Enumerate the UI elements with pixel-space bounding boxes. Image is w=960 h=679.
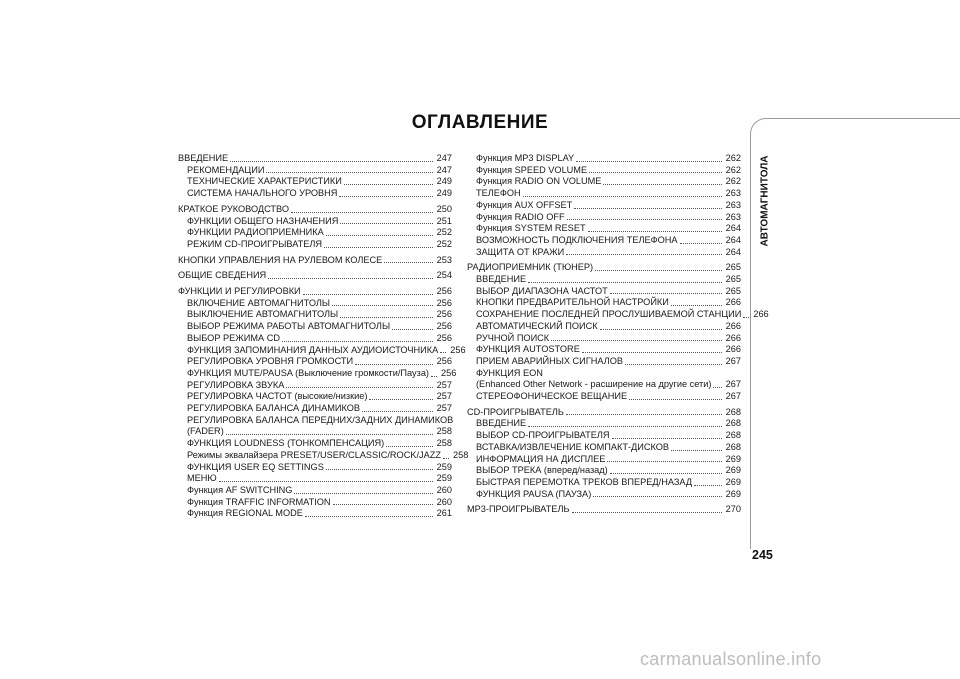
toc-entry-title: СТЕРЕОФОНИЧЕСКОЕ ВЕЩАНИЕ (476, 391, 628, 402)
toc-entry-title: РЕГУЛИРОВКА ЗВУКА (187, 379, 285, 390)
toc-leader-dots (572, 512, 722, 513)
toc-entry[interactable] (178, 286, 452, 298)
toc-entry-page: 268 (725, 430, 741, 441)
toc-entry-page: 264 (725, 234, 741, 245)
chapter-tab-frame (750, 118, 960, 549)
toc-leader-dots (362, 411, 433, 412)
toc-entry-title: ОБЩИЕ СВЕДЕНИЯ (178, 270, 267, 281)
toc-entry-page: 250 (436, 203, 452, 214)
toc-entry-title: ФУНКЦИЯ PAUSA (ПАУЗА) (476, 488, 592, 499)
toc-entry-title: Функция RADIO OFF (476, 211, 565, 222)
toc-entry-page: 266 (725, 344, 741, 355)
toc-entry-page: 264 (725, 223, 741, 234)
toc-entry-page: 249 (436, 188, 452, 199)
toc-entry-page: 253 (436, 254, 452, 265)
toc-entry-title: ФУНКЦИЯ ЗАПОМИНАНИЯ ДАННЫХ АУДИОИСТОЧНИКА (187, 344, 439, 355)
toc-entry-title: Функция MP3 DISPLAY (476, 153, 575, 163)
toc-entry-title: ЗАЩИТА ОТ КРАЖИ (476, 246, 565, 257)
toc-leader-dots (600, 329, 722, 330)
toc-entry[interactable] (467, 454, 741, 466)
toc-leader-dots (603, 184, 721, 185)
toc-entry-page: 262 (725, 176, 741, 187)
toc-entry[interactable] (178, 333, 452, 345)
toc-entry[interactable] (467, 391, 741, 403)
toc-entry[interactable] (467, 442, 741, 454)
toc-entry-page: 268 (725, 406, 741, 417)
toc-entry-title: Функция SPEED VOLUME (476, 164, 588, 175)
toc-leader-dots (625, 364, 722, 365)
toc-entry-page: 258 (436, 426, 452, 437)
toc-entry[interactable] (178, 165, 452, 177)
toc-entry-title: ФУНКЦИИ РАДИОПРИЕМНИКА (187, 227, 324, 238)
toc-entry[interactable] (178, 239, 452, 251)
toc-entry-title: ФУНКЦИЯ USER EQ SETTINGS (187, 461, 324, 472)
toc-entry[interactable] (467, 489, 741, 501)
toc-entry-title: РАДИОПРИЕМНИК (ТЮНЕР) (467, 262, 594, 273)
toc-entry-page: 256 (436, 286, 452, 297)
toc-entry[interactable] (467, 321, 741, 333)
toc-entry-page: 269 (725, 465, 741, 476)
toc-entry-page: 256 (436, 332, 452, 343)
toc-leader-dots (588, 231, 722, 232)
toc-entry[interactable] (178, 176, 452, 188)
toc-leader-dots (574, 208, 721, 209)
toc-entry-page: 262 (725, 153, 741, 163)
toc-entry-page: 268 (725, 418, 741, 429)
toc-leader-dots (340, 317, 432, 318)
toc-leader-dots (431, 376, 437, 377)
toc-entry-page: 267 (725, 391, 741, 402)
toc-entry-page: 256 (441, 367, 457, 378)
toc-leader-dots (671, 450, 722, 451)
toc-entry[interactable] (178, 344, 466, 357)
toc-entry[interactable] (467, 356, 741, 368)
toc-entry-title: Функция REGIONAL MODE (187, 508, 303, 519)
toc-entry-page: 269 (725, 488, 741, 499)
toc-entry-title: РЕГУЛИРОВКА ЧАСТОТ (высокие/низкие) (187, 391, 368, 402)
toc-entry-title: РЕКОМЕНДАЦИИ (187, 164, 265, 175)
toc-entry-title: МЕНЮ (187, 473, 217, 484)
toc-entry[interactable] (467, 504, 741, 516)
toc-leader-dots (268, 278, 432, 279)
toc-leader-dots (282, 341, 433, 342)
toc-leader-dots (595, 270, 722, 271)
toc-entry-page: 256 (436, 321, 452, 332)
toc-entry-title: ВЫБОР РЕЖИМА РАБОТЫ АВТОМАГНИТОЛЫ (187, 321, 391, 332)
toc-entry-title: ФУНКЦИИ И РЕГУЛИРОВКИ (178, 286, 301, 297)
toc-entry-page: 266 (753, 309, 769, 320)
toc-entry[interactable] (467, 430, 741, 442)
toc-entry[interactable] (467, 418, 741, 430)
toc-entry-title: Функция SYSTEM RESET (476, 223, 586, 234)
toc-entry-title: Функция RADIO ON VOLUME (476, 176, 602, 187)
toc-entry-page: 257 (436, 391, 452, 402)
toc-entry-page: 258 (436, 438, 452, 449)
toc-entry-page: 263 (725, 188, 741, 199)
toc-leader-dots (593, 496, 721, 497)
toc-entry-title: ВСТАВКА/ИЗВЛЕЧЕНИЕ КОМПАКТ-ДИСКОВ (476, 441, 670, 452)
toc-entry-title: АВТОМАТИЧЕСКИЙ ПОИСК (476, 320, 598, 331)
toc-entry-title: Функция AUX OFFSET (476, 199, 573, 210)
toc-entry-text: РЕГУЛИРОВКА БАЛАНСА ПЕРЕДНИХ/ЗАДНИХ ДИНАМИКОВ (187, 414, 454, 425)
toc-entry[interactable] (178, 204, 452, 216)
toc-leader-dots (333, 504, 433, 505)
toc-leader-dots (528, 282, 722, 283)
toc-entry[interactable] (467, 274, 741, 286)
toc-leader-dots (629, 399, 721, 400)
toc-entry-title: Функция AF SWITCHING (187, 484, 293, 495)
toc-entry-page: 268 (725, 441, 741, 452)
toc-leader-dots (610, 473, 722, 474)
toc-entry-title: ФУНКЦИЯ AUTOSTORE (476, 344, 580, 355)
toc-entry-title: ФУНКЦИИ ОБЩЕГО НАЗНАЧЕНИЯ (187, 215, 339, 226)
toc-entry-title: РЕЖИМ CD-ПРОИГРЫВАТЕЛЯ (187, 238, 323, 249)
toc-entry-page: 251 (436, 215, 452, 226)
toc-entry-page: 258 (452, 449, 469, 460)
toc-leader-dots (339, 196, 432, 197)
toc-leader-dots (566, 254, 721, 255)
page-number: 245 (752, 548, 773, 562)
toc-entry-title: ВВЕДЕНИЕ (476, 274, 527, 285)
toc-leader-dots (392, 329, 433, 330)
toc-entry[interactable] (467, 477, 741, 489)
toc-entry-page: 265 (725, 285, 741, 296)
toc-entry[interactable] (178, 449, 469, 462)
toc-entry-title: ВЫБОР ДИАПАЗОНА ЧАСТОТ (476, 285, 608, 296)
toc-entry[interactable] (178, 380, 452, 392)
toc-entry[interactable] (178, 321, 452, 333)
toc-entry[interactable] (178, 255, 452, 267)
toc-entry-page: 247 (436, 164, 452, 175)
toc-entry-page: 266 (725, 332, 741, 343)
toc-entry[interactable] (178, 438, 452, 450)
toc-entry-title: MP3-ПРОИГРЫВАТЕЛЬ (467, 504, 570, 515)
toc-entry[interactable] (467, 309, 769, 321)
toc-entry-page: 270 (725, 504, 741, 515)
toc-entry-page: 261 (436, 508, 452, 519)
toc-entry-title: КНОПКИ ПРЕДВАРИТЕЛЬНОЙ НАСТРОЙКИ (476, 297, 669, 308)
toc-entry-page: 266 (725, 297, 741, 308)
toc-entry-title: РЕГУЛИРОВКА УРОВНЯ ГРОМКОСТИ (187, 356, 354, 367)
toc-entry-title: (Enhanced Other Network - расширение на другие сети) (476, 379, 712, 390)
toc-leader-dots (332, 305, 433, 306)
toc-entry-title: ВКЛЮЧЕНИЕ АВТОМАГНИТОЛЫ (187, 297, 331, 308)
toc-entry-page: 257 (436, 403, 452, 414)
toc-leader-dots (386, 446, 432, 447)
toc-entry-title: CD-ПРОИГРЫВАТЕЛЬ (467, 406, 564, 417)
toc-leader-dots (610, 293, 722, 294)
toc-leader-dots (230, 161, 433, 162)
toc-entry[interactable] (178, 508, 452, 520)
toc-entry[interactable] (467, 379, 741, 391)
toc-entry-title: ФУНКЦИЯ MUTE/PAUSA (Выключение громкости/Пауза) (187, 367, 429, 378)
toc-entry-page: 256 (436, 309, 452, 320)
toc-entry[interactable] (178, 188, 452, 200)
toc-entry-title: ВЫБОР РЕЖИМА CD (187, 332, 280, 343)
toc-leader-dots (607, 461, 721, 462)
toc-entry-page: 256 (436, 297, 452, 308)
toc-entry[interactable] (467, 262, 741, 274)
toc-entry[interactable] (467, 223, 741, 235)
toc-leader-dots (384, 262, 432, 263)
toc-entry[interactable] (178, 391, 452, 403)
toc-leader-dots (680, 243, 722, 244)
toc-leader-dots (523, 196, 722, 197)
toc-entry-title: ТЕХНИЧЕСКИЕ ХАРАКТЕРИСТИКИ (187, 176, 342, 187)
toc-entry-title: ВВЕДЕНИЕ (476, 418, 527, 429)
toc-entry-title: ВЫКЛЮЧЕНИЕ АВТОМАГНИТОЛЫ (187, 309, 339, 320)
toc-entry-title: ВЫБОР ТРЕКА (вперед/назад) (476, 465, 608, 476)
toc-leader-dots (440, 352, 446, 353)
toc-leader-dots (566, 414, 722, 415)
toc-entry[interactable] (467, 235, 741, 247)
toc-entry-page: 256 (436, 356, 452, 367)
toc-entry-page: 260 (436, 484, 452, 495)
toc-entry-page: 252 (436, 227, 452, 238)
toc-leader-dots (694, 485, 722, 486)
toc-entry[interactable] (467, 200, 741, 212)
toc-entry-title: КНОПКИ УПРАВЛЕНИЯ НА РУЛЕВОМ КОЛЕСЕ (178, 254, 383, 265)
toc-leader-dots (369, 399, 432, 400)
toc-entry[interactable] (178, 473, 452, 485)
toc-entry[interactable] (467, 297, 741, 309)
toc-entry-page: 265 (725, 262, 741, 273)
toc-entry-page: 254 (436, 270, 452, 281)
watermark: carmanualsonline.info (640, 649, 822, 669)
toc-leader-dots (713, 387, 721, 388)
toc-entry[interactable] (467, 247, 741, 259)
toc-entry-page: 262 (725, 164, 741, 175)
toc-entry-page: 259 (436, 473, 452, 484)
toc-entry-page: 267 (725, 379, 741, 390)
toc-entry[interactable] (467, 176, 741, 188)
toc-entry[interactable] (178, 497, 452, 509)
toc-entry-page: 269 (725, 476, 741, 487)
toc-leader-dots (567, 219, 722, 220)
toc-left-column (178, 153, 469, 520)
toc-entry-page: 266 (725, 320, 741, 331)
toc-entry-page: 269 (725, 453, 741, 464)
toc-leader-dots (551, 340, 721, 341)
toc-entry-page: 260 (436, 496, 452, 507)
toc-entry-page: 256 (450, 344, 466, 355)
toc-leader-dots (612, 438, 722, 439)
toc-entry-page: 257 (436, 379, 452, 390)
toc-entry-text: ФУНКЦИЯ EON (476, 367, 543, 378)
toc-entry-title: РЕГУЛИРОВКА БАЛАНСА ДИНАМИКОВ (187, 403, 361, 414)
page-title: ОГЛАВЛЕНИЕ (411, 112, 549, 133)
toc-leader-dots (443, 458, 449, 459)
toc-entry[interactable] (467, 188, 741, 200)
toc-leader-dots (219, 481, 433, 482)
toc-leader-dots (589, 172, 722, 173)
toc-entry-title: (FADER) (187, 426, 224, 437)
toc-leader-dots (266, 172, 432, 173)
toc-entry-page: 265 (725, 274, 741, 285)
toc-entry[interactable] (178, 403, 452, 415)
toc-leader-dots (340, 223, 432, 224)
toc-leader-dots (286, 387, 432, 388)
toc-entry[interactable] (467, 212, 741, 224)
toc-entry[interactable] (467, 333, 741, 345)
toc-entry[interactable] (178, 356, 452, 368)
toc-leader-dots (291, 212, 433, 213)
toc-entry[interactable] (467, 286, 741, 298)
toc-entry-title: ВОЗМОЖНОСТЬ ПОДКЛЮЧЕНИЯ ТЕЛЕФОНА (476, 234, 678, 245)
toc-entry-page: 264 (725, 246, 741, 257)
toc-entry[interactable] (178, 485, 452, 497)
chapter-side-title: АВТОМАГНИТОЛА (759, 155, 771, 246)
toc-entry-title: ВЫБОР CD-ПРОИГРЫВАТЕЛЯ (476, 430, 610, 441)
toc-leader-dots (528, 426, 722, 427)
toc-entry-title: ПРИЕМ АВАРИЙНЫХ СИГНАЛОВ (476, 355, 624, 366)
toc-leader-dots (326, 235, 433, 236)
toc-entry-title: ИНФОРМАЦИЯ НА ДИСПЛЕЕ (476, 453, 606, 464)
toc-leader-dots (743, 317, 749, 318)
toc-leader-dots (226, 434, 433, 435)
toc-leader-dots (324, 247, 433, 248)
toc-entry-title: СИСТЕМА НАЧАЛЬНОГО УРОВНЯ (187, 188, 338, 199)
toc-entry-title: Функция TRAFFIC INFORMATION (187, 496, 331, 507)
toc-leader-dots (294, 493, 432, 494)
toc-entry[interactable] (178, 216, 452, 228)
toc-leader-dots (326, 469, 433, 470)
toc-leader-dots (355, 364, 433, 365)
toc-entry-page: 259 (436, 461, 452, 472)
toc-entry-title: РУЧНОЙ ПОИСК (476, 332, 550, 343)
toc-entry-page: 252 (436, 238, 452, 249)
toc-leader-dots (671, 305, 722, 306)
toc-entry-page: 267 (725, 355, 741, 366)
toc-entry[interactable] (178, 270, 452, 282)
toc-entry[interactable] (467, 407, 741, 419)
toc-entry-page: 263 (725, 211, 741, 222)
toc-entry-title: ВВЕДЕНИЕ (178, 153, 229, 163)
toc-entry-title: БЫСТРАЯ ПЕРЕМОТКА ТРЕКОВ ВПЕРЕД/НАЗАД (476, 476, 693, 487)
toc-entry-page: 249 (436, 176, 452, 187)
toc-entry-page: 263 (725, 199, 741, 210)
toc-leader-dots (344, 184, 433, 185)
toc-entry[interactable] (178, 426, 452, 438)
toc-entry[interactable] (178, 298, 452, 310)
toc-entry[interactable] (178, 462, 452, 474)
toc-entry[interactable] (467, 465, 741, 477)
toc-entry-title: ФУНКЦИЯ LOUDNESS (ТОНКОМПЕНСАЦИЯ) (187, 438, 385, 449)
toc-entry[interactable] (178, 227, 452, 239)
toc-entry[interactable] (467, 165, 741, 177)
toc-leader-dots (303, 294, 433, 295)
toc-entry[interactable] (467, 344, 741, 356)
toc-entry[interactable] (178, 153, 452, 165)
toc-entry[interactable] (178, 367, 457, 380)
toc-leader-dots (576, 161, 721, 162)
toc-entry-title: Режимы эквалайзера PRESET/USER/CLASSIC/ROCK/JAZZ (187, 449, 441, 460)
toc-entry-title: ТЕЛЕФОН (476, 188, 521, 199)
toc-entry-title: СОХРАНЕНИЕ ПОСЛЕДНЕЙ ПРОСЛУШИВАЕМОЙ СТАНЦИИ (476, 309, 742, 320)
toc-entry[interactable] (178, 309, 452, 321)
toc-entry-title: КРАТКОЕ РУКОВОДСТВО (178, 203, 290, 214)
toc-entry[interactable] (467, 153, 741, 165)
toc-leader-dots (582, 352, 722, 353)
toc-entry-page: 247 (436, 153, 452, 163)
toc-leader-dots (305, 516, 433, 517)
